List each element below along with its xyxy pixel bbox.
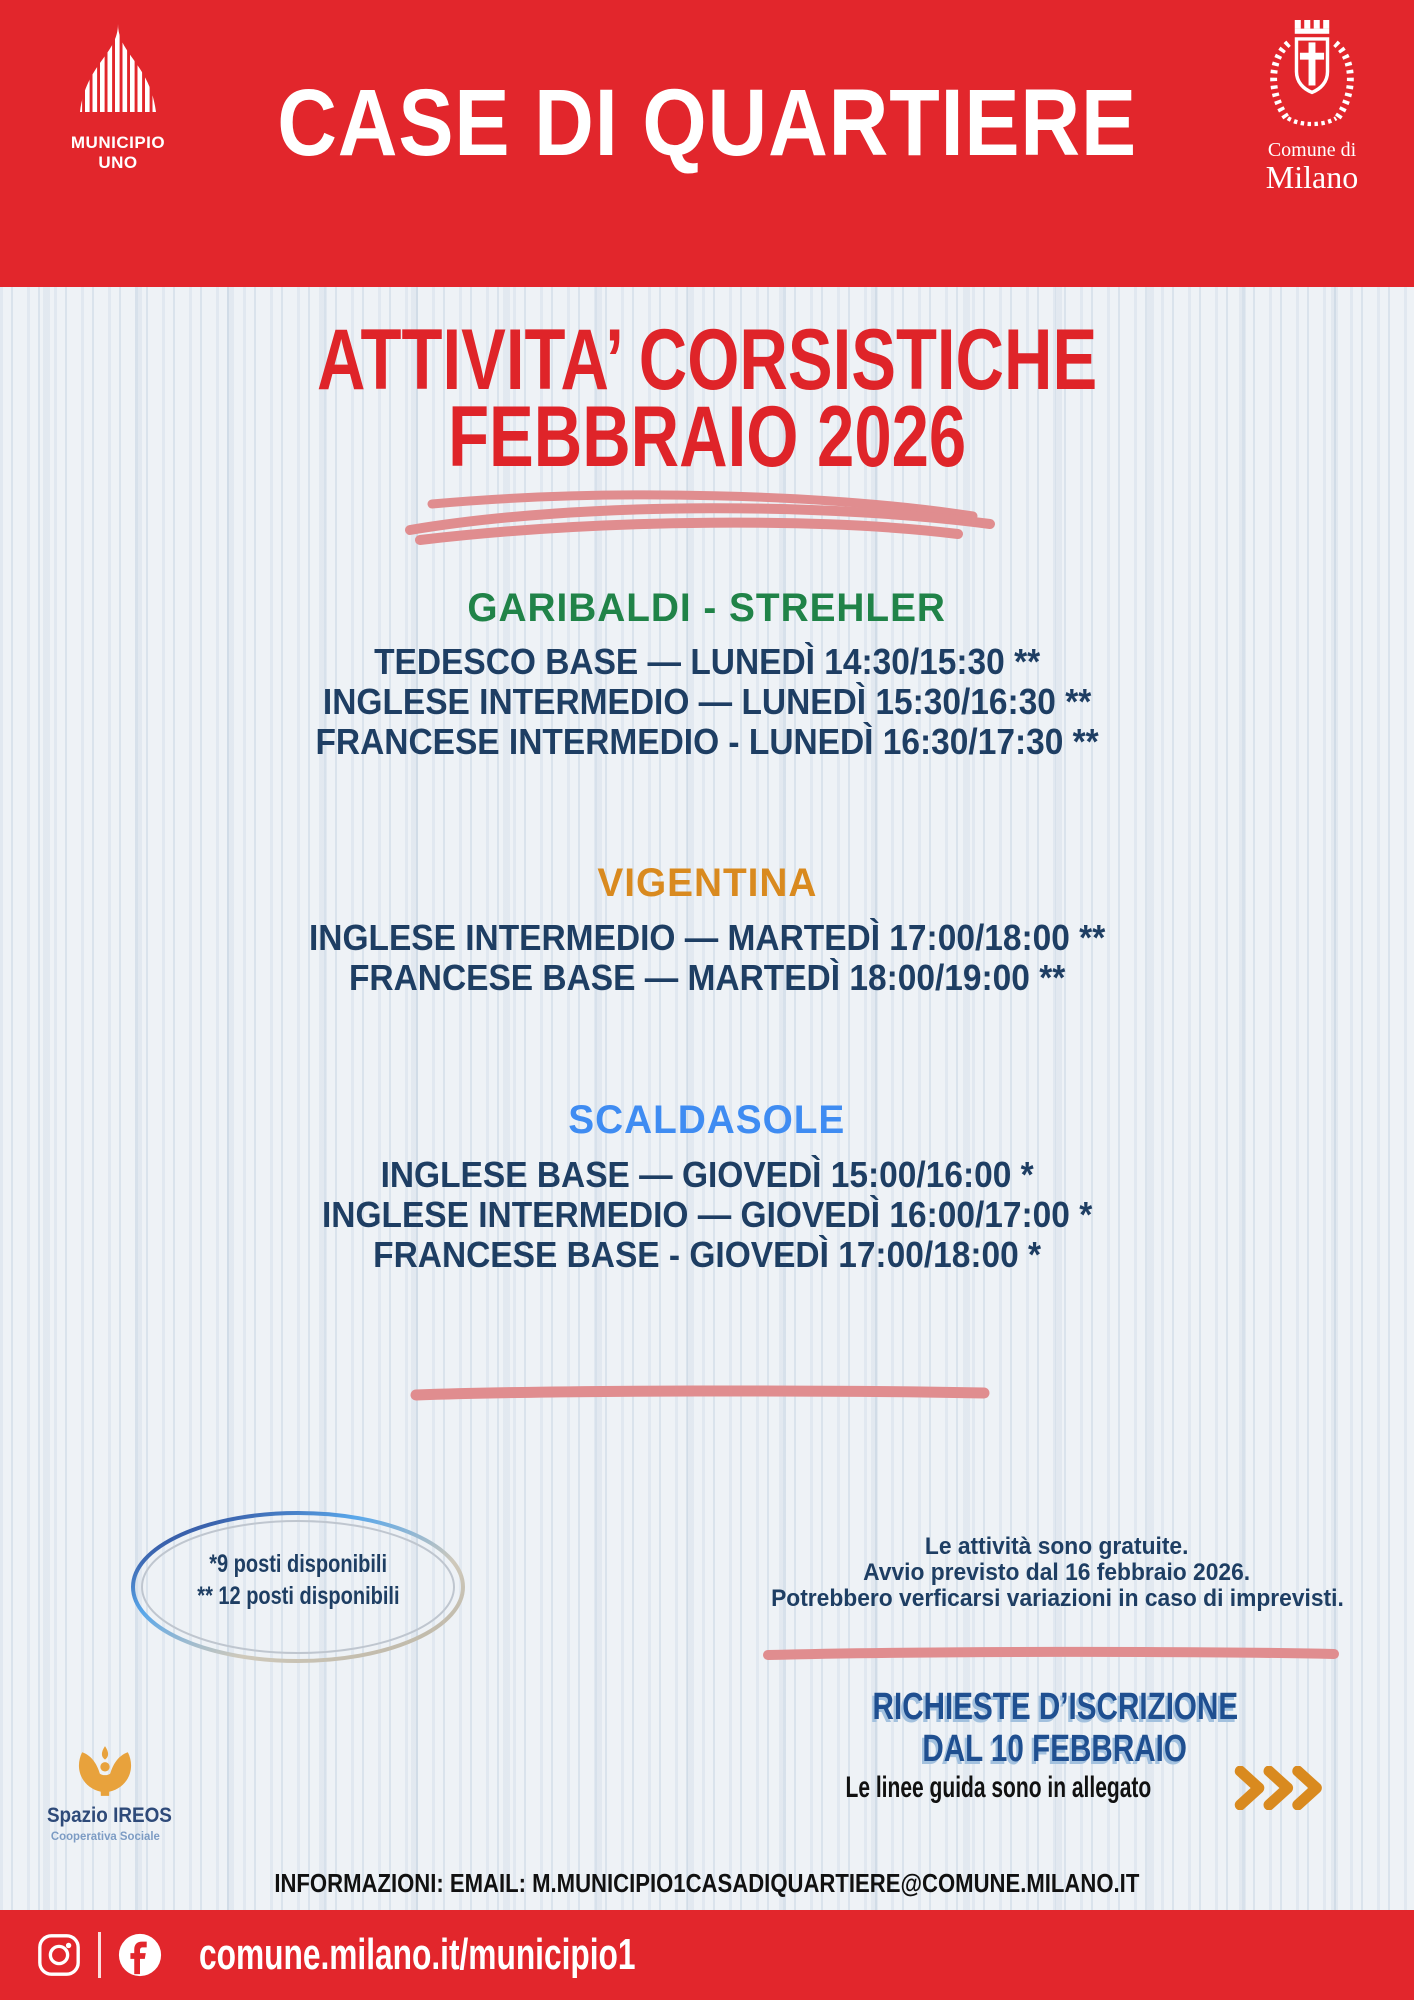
- availability-note: [128, 1548, 468, 1612]
- availability-line1: *9 posti disponibili: [209, 1550, 387, 1578]
- milano-crest-icon: [1260, 20, 1364, 132]
- course-line: INGLESE INTERMEDIO — MARTEDÌ 17:00/18:00 **: [308, 917, 1106, 958]
- partner-subtitle: Cooperativa Sociale: [50, 1829, 160, 1843]
- course-list-scaldasole: [0, 1155, 1414, 1275]
- enrollment-subtitle-row: [770, 1764, 1340, 1812]
- availability-line2: ** 12 posti disponibili: [196, 1582, 400, 1610]
- note-line2: Avvio previsto dal 16 febbraio 2026.: [863, 1559, 1251, 1586]
- section-title-garibaldi-strehler: GARIBALDI - STREHLER: [467, 586, 947, 630]
- ireos-flower-icon: [71, 1744, 139, 1798]
- triple-chevron-right-icon: [1230, 1766, 1330, 1810]
- section-title-scaldasole: SCALDASOLE: [568, 1098, 846, 1142]
- course-line: INGLESE BASE — GIOVEDÌ 15:00/16:00 *: [380, 1154, 1034, 1195]
- section-title-vigentina: VIGENTINA: [596, 861, 817, 905]
- enrollment-heading: [770, 1686, 1340, 1770]
- poster-heading-line2: FEBBRAIO 2026: [447, 389, 967, 485]
- comune-label-line1: Comune di: [1267, 139, 1357, 161]
- course-line: TEDESCO BASE — LUNEDÌ 14:30/15:30 **: [373, 641, 1041, 682]
- course-list-garibaldi: [0, 642, 1414, 762]
- instagram-icon[interactable]: [36, 1932, 82, 1978]
- course-line: FRANCESE BASE - GIOVEDÌ 17:00/18:00 *: [373, 1234, 1041, 1275]
- footer-url[interactable]: comune.milano.it/municipio1: [199, 1930, 636, 1979]
- note-line1: Le attività sono gratuite.: [925, 1533, 1189, 1560]
- poster-heading: [0, 312, 1414, 485]
- page-title: CASE DI QUARTIERE: [277, 70, 1137, 176]
- partner-name: Spazio IREOS: [46, 1804, 172, 1827]
- footer-divider: [98, 1932, 101, 1978]
- municipio-uno-label: MUNICIPIO UNO: [70, 133, 166, 172]
- brush-divider-icon: [762, 1645, 1340, 1663]
- enrollment-line2: DAL 10 FEBBRAIO: [922, 1728, 1188, 1770]
- spazio-ireos-logo: [40, 1744, 170, 1845]
- facebook-icon[interactable]: [117, 1932, 163, 1978]
- course-line: INGLESE INTERMEDIO — GIOVEDÌ 16:00/17:00 *: [321, 1194, 1093, 1235]
- comune-milano-logo: [1232, 20, 1392, 193]
- course-list-vigentina: [0, 918, 1414, 998]
- comune-label-line2: Milano: [1265, 159, 1359, 195]
- enrollment-subtitle: Le linee guida sono in allegato: [845, 1771, 1151, 1804]
- footer-bar: [0, 1910, 1414, 2000]
- activity-notes: [707, 1534, 1407, 1612]
- contact-info-line: INFORMAZIONI: EMAIL: M.MUNICIPIO1CASADIQUARTIERE@COMUNE.MILANO.IT: [274, 1868, 1140, 1898]
- enrollment-line1: RICHIESTE D’ISCRIZIONE: [872, 1686, 1238, 1728]
- title-underline-scribble-icon: [398, 486, 1002, 548]
- course-line: FRANCESE INTERMEDIO - LUNEDÌ 16:30/17:30 **: [315, 721, 1099, 762]
- course-line: INGLESE INTERMEDIO — LUNEDÌ 15:30/16:30 **: [322, 681, 1092, 722]
- poster-heading-line1: ATTIVITA’ CORSISTICHE: [316, 312, 1098, 408]
- note-line3: Potrebbero verficarsi variazioni in caso di imprevisti.: [770, 1585, 1344, 1612]
- course-line: FRANCESE BASE — MARTEDÌ 18:00/19:00 **: [348, 957, 1066, 998]
- brush-divider-icon: [410, 1383, 990, 1403]
- header-bar: [0, 0, 1414, 287]
